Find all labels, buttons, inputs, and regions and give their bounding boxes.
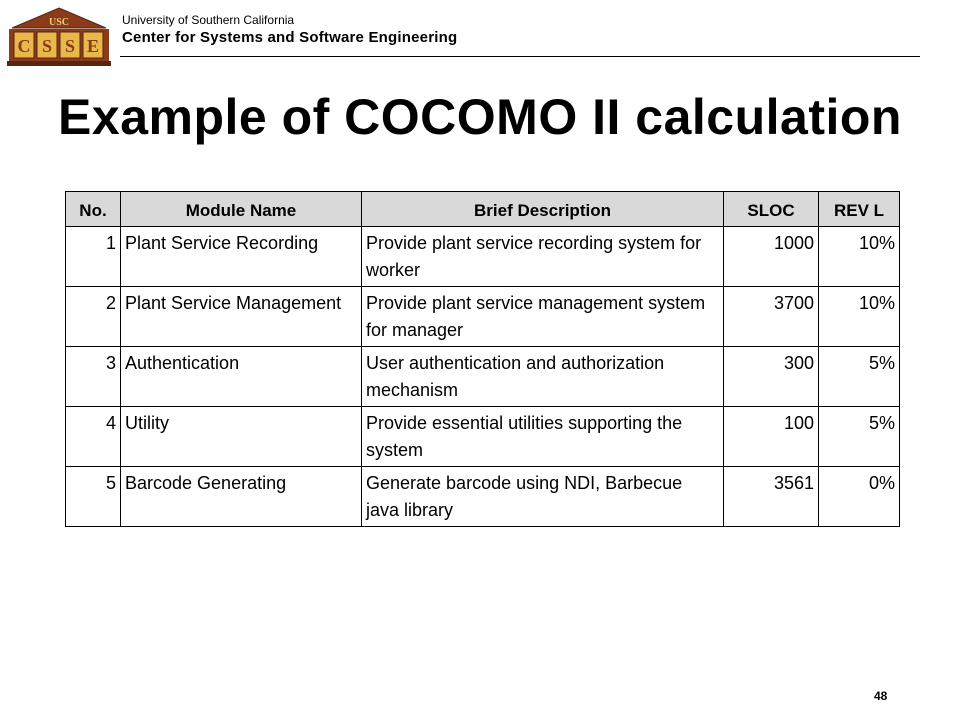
page-number: 48: [874, 689, 888, 703]
cell-no: 2: [66, 287, 121, 347]
svg-text:S: S: [41, 36, 53, 56]
svg-text:C: C: [17, 36, 31, 56]
cell-module-name: Utility: [121, 407, 362, 467]
cell-sloc: 3561: [724, 467, 819, 527]
cell-description: Provide essential utilities supporting the system: [362, 407, 724, 467]
header-module-name: Module Name: [121, 192, 362, 227]
cell-no: 4: [66, 407, 121, 467]
table-row: [66, 347, 900, 407]
cell-module-name: Plant Service Recording: [121, 227, 362, 287]
cell-revl: 5%: [819, 347, 900, 407]
cell-sloc: 3700: [724, 287, 819, 347]
table-row: [66, 227, 900, 287]
cell-description: Provide plant service recording system for worker: [362, 227, 724, 287]
cell-sloc: 1000: [724, 227, 819, 287]
cell-sloc: 300: [724, 347, 819, 407]
header-sloc: SLOC: [724, 192, 819, 227]
table-header-row: [66, 192, 900, 227]
table-row: [66, 467, 900, 527]
cell-sloc: 100: [724, 407, 819, 467]
cell-module-name: Authentication: [121, 347, 362, 407]
cell-revl: 10%: [819, 227, 900, 287]
cell-no: 1: [66, 227, 121, 287]
header-no: No.: [66, 192, 121, 227]
slide-title: Example of COCOMO II calculation: [58, 89, 902, 145]
cell-description: User authentication and authorization mechanism: [362, 347, 724, 407]
header-revl: REV L: [819, 192, 900, 227]
cell-no: 5: [66, 467, 121, 527]
cell-module-name: Plant Service Management: [121, 287, 362, 347]
header-divider: [120, 56, 920, 57]
cell-revl: 5%: [819, 407, 900, 467]
university-name: University of Southern California: [122, 13, 295, 27]
svg-text:E: E: [86, 36, 100, 56]
header-brief-description: Brief Description: [362, 192, 724, 227]
cell-description: Generate barcode using NDI, Barbecue java library: [362, 467, 724, 527]
svg-text:USC: USC: [48, 17, 70, 28]
cell-no: 3: [66, 347, 121, 407]
svg-text:S: S: [64, 36, 76, 56]
cell-revl: 10%: [819, 287, 900, 347]
table-row: [66, 287, 900, 347]
cell-module-name: Barcode Generating: [121, 467, 362, 527]
table-row: [66, 407, 900, 467]
cocomo-table: [65, 191, 900, 527]
usc-csse-logo: [6, 6, 112, 68]
cell-description: Provide plant service management system for manager: [362, 287, 724, 347]
cell-revl: 0%: [819, 467, 900, 527]
center-name: Center for Systems and Software Engineering: [122, 29, 458, 46]
